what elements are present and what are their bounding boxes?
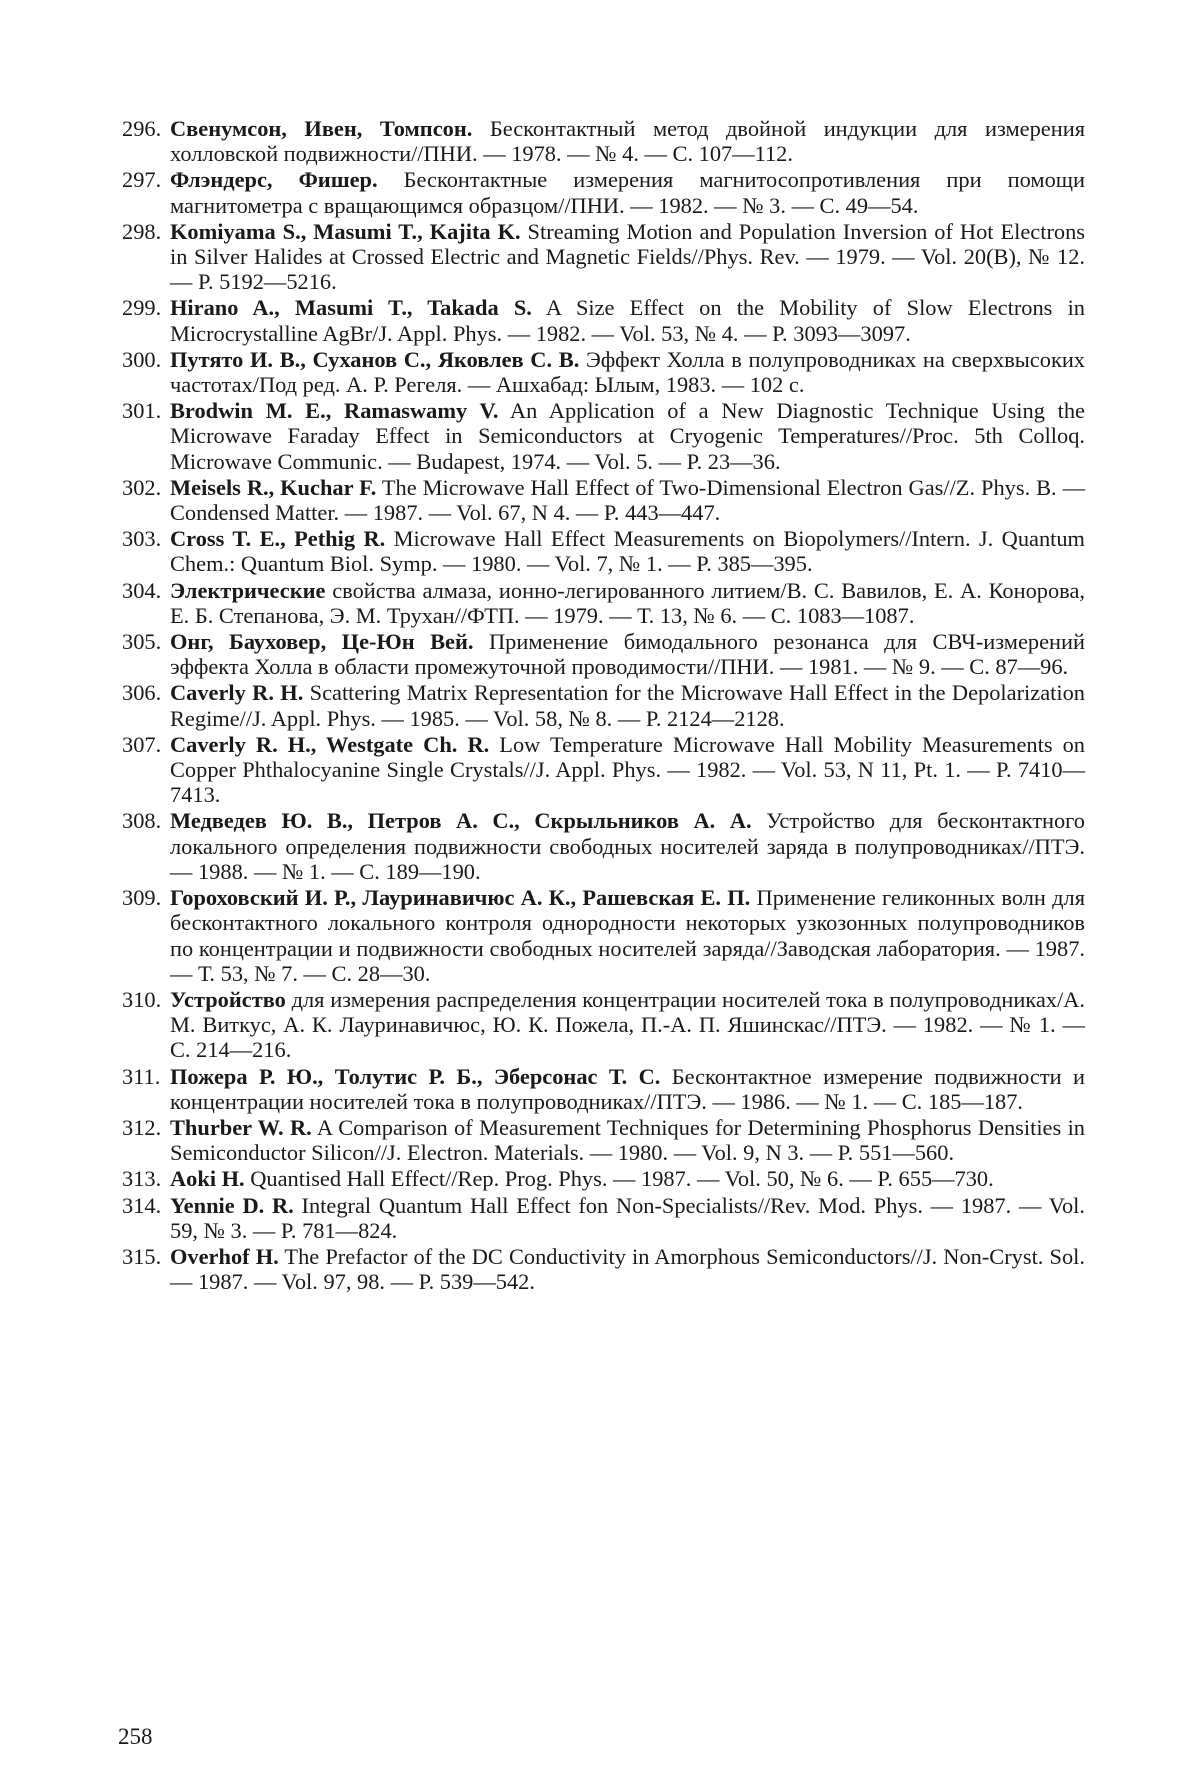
reference-authors: Komiyama S., Masumi T., Kajita K. [170,218,521,244]
reference-authors: Yennie D. R. [170,1192,294,1218]
reference-number: 302. [122,474,162,500]
reference-text: Применение бимодального резонанса для СВЧ-измерений эффекта Холла в области промежуточной проводимости//ПНИ. — 1981. — № 9. — С. 87—96. [170,629,1085,680]
reference-list [122,116,1085,1295]
reference-text: The Prefactor of the DC Conductivity in Amorphous Semiconductors//J. Non-Cryst. Sol. — 1987. — Vol. 97, 98. — P. 539—542. [170,1243,1085,1295]
reference-item [122,732,1085,808]
reference-authors: Caverly R. H., Westgate Ch. R. [170,731,490,757]
reference-number: 296. [122,116,162,141]
reference-authors: Overhof H. [170,1243,279,1269]
reference-text: A Comparison of Measurement Techniques for Determining Phosphorus Densities in Semiconductor Silicon//J. Electron. Materials. — 1980. — Vol. 9, N 3. — P. 551—560. [170,1114,1085,1166]
reference-text: Low Temperature Microwave Hall Mobility Measurements on Copper Phthalocyanine Single Crystals//J. Appl. Phys. — 1982. — Vol. 53, N 11, Pt. 1. — P. 7410—7413. [170,731,1085,808]
reference-item [122,167,1085,217]
reference-authors: Путято И. В., Суханов С., Яковлев С. В. [170,346,580,372]
reference-item [122,116,1085,166]
reference-text: свойства алмаза, ионно-легированного литием/В. С. Вавилов, Е. А. Конорова, Е. Б. Степанова, Э. М. Трухан//ФТП. — 1979. — Т. 13, № 6. — С. 1083—1087. [170,577,1085,628]
reference-item [122,680,1085,730]
reference-text: Microwave Hall Effect Measurements on Biopolymers//Intern. J. Quantum Chem.: Quantum Biol. Symp. — 1980. — Vol. 7, № 1. — P. 385—395. [170,526,1085,577]
reference-item [122,398,1085,474]
reference-number: 315. [122,1243,162,1269]
reference-item [122,526,1085,576]
reference-text: Устройство для бесконтактного локального определения подвижности свободных носителей заряда в полупроводниках//ПТЭ. — 1988. — № 1. — С. 189—190. [170,808,1085,884]
reference-authors: Электрические [170,577,326,603]
reference-number: 304. [122,577,162,603]
reference-text: для измерения распределения концентрации носителей тока в полупроводниках/А. М. Виткус, А. К. Лауринавичюс, Ю. К. Пожела, П.-А. П. Яшинскас//ПТЭ. — 1982. — № 1. — С. 214—216. [170,986,1085,1063]
reference-text: Эффект Холла в полупроводниках на сверхвысоких частотах/Под ред. А. Р. Регеля. — Ашхабад: Ылым, 1983. — 102 с. [170,346,1085,398]
reference-number: 313. [122,1166,162,1192]
reference-text: Применение геликонных волн для бесконтактного локального контроля однородности некоторых узкозонных полупроводников по концентрации и подвижности свободных носителей заряда//Заводская лаборатория. — 1987. — Т. 53, № 7. — С. 28—30. [170,885,1085,986]
reference-number: 300. [122,346,162,372]
reference-text: Бесконтактный метод двойной индукции для измерения холловской подвижности//ПНИ. — 1978. — № 4. — С. 107—112. [170,116,1085,167]
reference-authors: Thurber W. R. [170,1114,312,1140]
reference-number: 305. [122,629,162,655]
reference-number: 297. [122,167,162,193]
reference-item [122,885,1085,986]
reference-authors: Свенумсон, Ивен, Томпсон. [170,116,473,141]
page-number: 258 [118,1724,153,1749]
reference-authors: Meisels R., Kuchar F. [170,474,377,500]
reference-authors: Hirano A., Masumi T., Takada S. [170,295,532,321]
reference-number: 307. [122,731,162,757]
reference-item [122,1166,1085,1191]
reference-authors: Гороховский И. Р., Лауринавичюс А. К., Рашевская Е. П. [170,885,751,911]
reference-text: Quantised Hall Effect//Rep. Prog. Phys. — 1987. — Vol. 50, № 6. — P. 655—730. [244,1166,994,1192]
reference-text: Integral Quantum Hall Effect fon Non-Specialists//Rev. Mod. Phys. — 1987. — Vol. 59, № 3. — P. 781—824. [170,1192,1085,1243]
reference-number: 299. [122,295,162,321]
reference-text: An Application of a New Diagnostic Technique Using the Microwave Faraday Effect in Semiconductors at Cryogenic Temperatures//Proc. 5th Colloq. Microwave Communic. — Budapest, 1974. — Vol. 5. — P. 23—36. [170,398,1085,474]
reference-authors: Пожера Р. Ю., Толутис Р. Б., Эберсонас Т. С. [170,1063,661,1089]
reference-number: 311. [122,1063,161,1089]
reference-authors: Устройство [170,986,286,1012]
reference-number: 301. [122,398,162,424]
reference-number: 312. [122,1114,162,1140]
reference-item [122,578,1085,628]
reference-item [122,295,1085,345]
reference-item [122,1193,1085,1243]
reference-text: A Size Effect on the Mobility of Slow Electrons in Microcrystalline AgBr/J. Appl. Phys. — 1982. — Vol. 53, № 4. — P. 3093—3097. [170,295,1085,346]
reference-authors: Brodwin M. E., Ramaswamy V. [170,398,499,424]
reference-number: 306. [122,680,162,706]
reference-authors: Caverly R. H. [170,680,304,706]
reference-text: Бесконтактное измерение подвижности и концентрации носителей тока в полупроводниках//ПТЭ. — 1986. — № 1. — С. 185—187. [170,1063,1085,1114]
reference-number: 309. [122,885,162,911]
reference-item [122,347,1085,397]
reference-number: 310. [122,986,162,1012]
reference-item [122,475,1085,525]
reference-text: The Microwave Hall Effect of Two-Dimensional Electron Gas//Z. Phys. B. — Condensed Matter. — 1987. — Vol. 67, N 4. — P. 443—447. [170,474,1085,526]
reference-authors: Cross T. E., Pethig R. [170,526,386,552]
reference-item [122,808,1085,884]
reference-number: 298. [122,218,162,244]
reference-number: 303. [122,526,162,552]
reference-item [122,219,1085,295]
reference-text: Scattering Matrix Representation for the Microwave Hall Effect in the Depolarization Regime//J. Appl. Phys. — 1985. — Vol. 58, № 8. — P. 2124—2128. [170,680,1085,731]
reference-item [122,629,1085,679]
reference-text: Streaming Motion and Population Inversion of Hot Electrons in Silver Halides at Crossed Electric and Magnetic Fields//Phys. Rev. — 1979. — Vol. 20(B), № 12. — P. 5192—5216. [170,218,1086,295]
reference-item [122,1115,1085,1165]
reference-authors: Флэндерс, Фишер. [170,167,378,193]
reference-text: Бесконтактные измерения магнитосопротивления при помощи магнитометра с вращающимся образцом//ПНИ. — 1982. — № 3. — С. 49—54. [170,167,1085,218]
reference-number: 314. [122,1192,162,1218]
reference-authors: Онг, Бауховер, Це-Юн Вей. [170,629,474,655]
reference-item [122,1244,1085,1294]
reference-number: 308. [122,808,162,834]
reference-item [122,1064,1085,1114]
reference-authors: Aoki H. [170,1166,245,1192]
reference-authors: Медведев Ю. В., Петров А. С., Скрыльников А. А. [170,808,752,834]
reference-item [122,987,1085,1063]
